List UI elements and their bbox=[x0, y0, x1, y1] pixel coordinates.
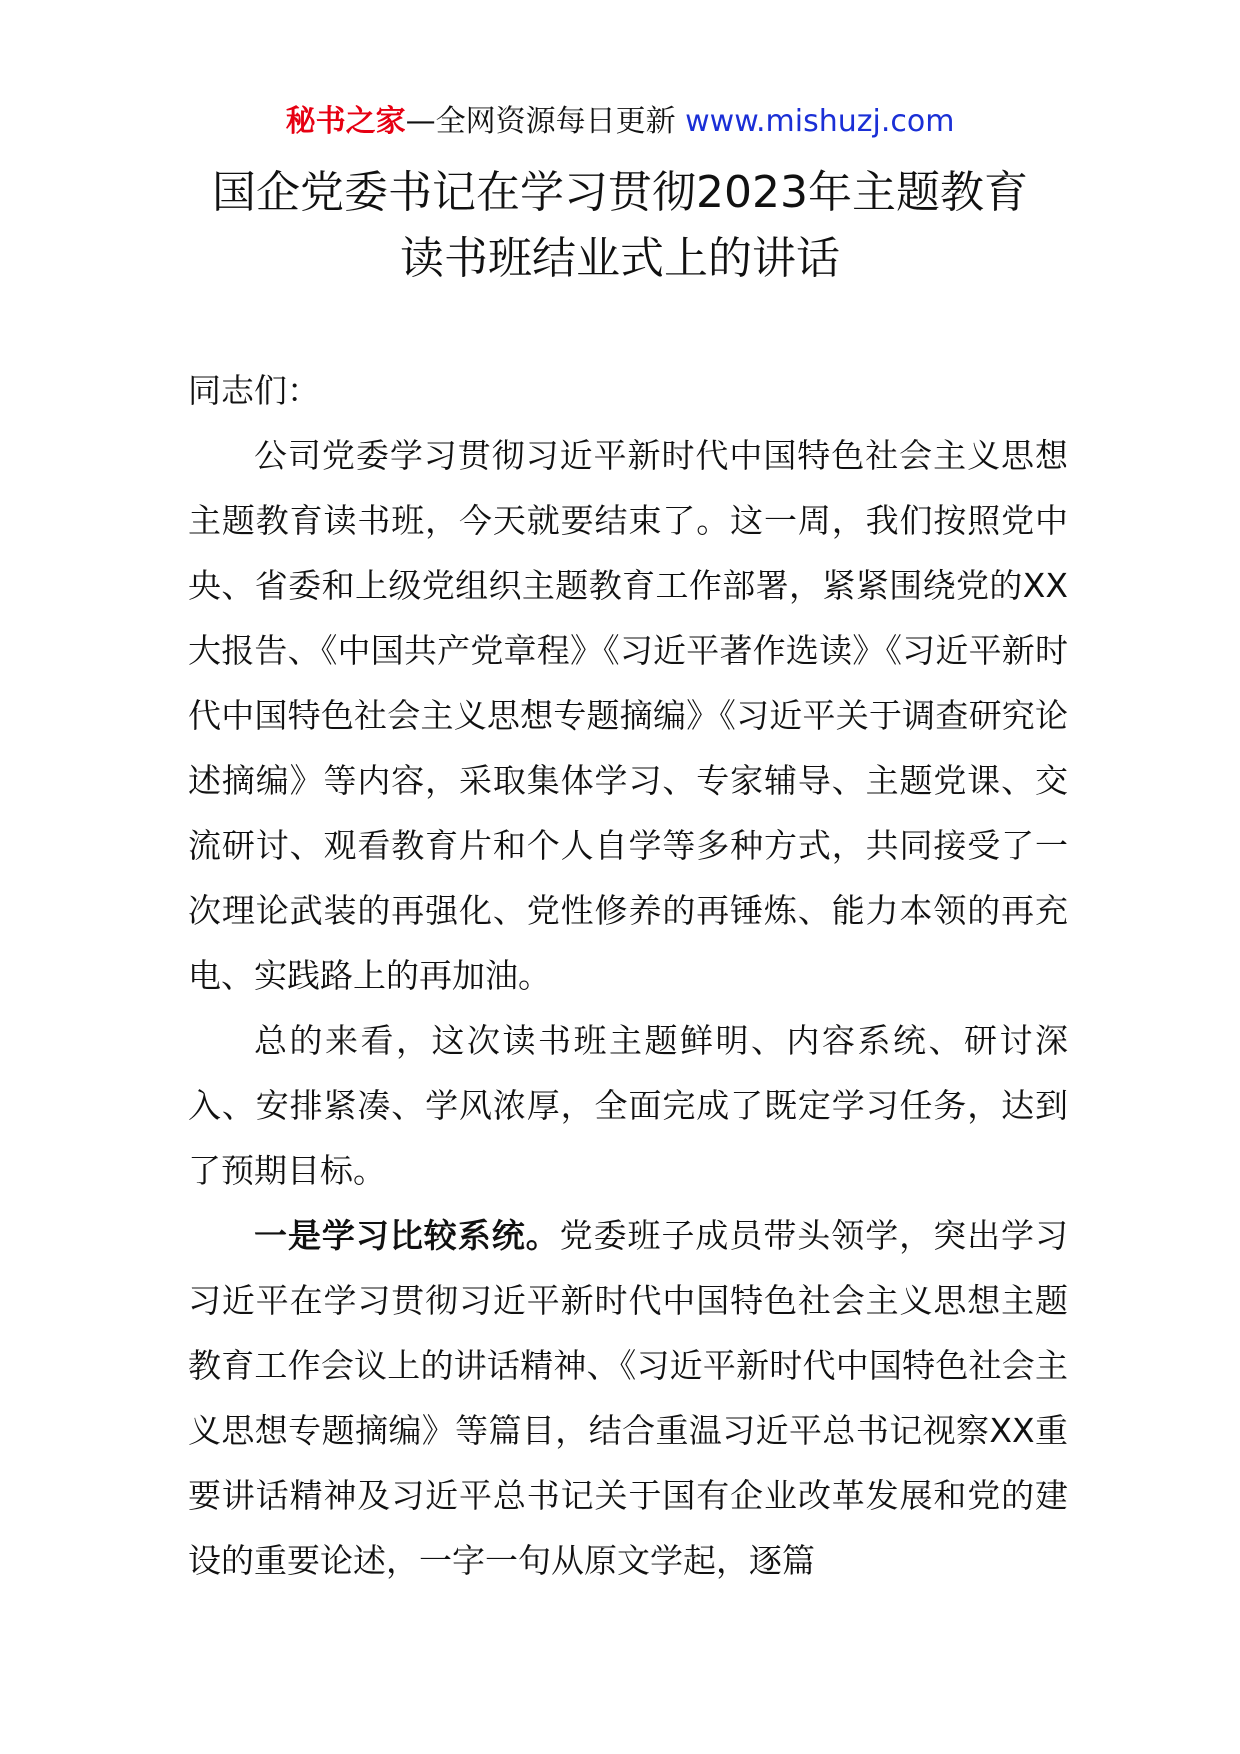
title-line-1: 国企党委书记在学习贯彻2023年主题教育 bbox=[212, 167, 1028, 218]
paragraph-2: 总的来看，这次读书班主题鲜明、内容系统、研讨深入、安排紧凑、学风浓厚，全面完成了既定学习任务，达到了预期目标。 bbox=[188, 1021, 1068, 1190]
site-url-link[interactable]: www.mishuzj.com bbox=[685, 104, 955, 139]
document-body bbox=[188, 358, 1068, 1593]
document-title bbox=[0, 160, 1240, 292]
paragraph-3-body: 党委班子成员带头领学，突出学习习近平在学习贯彻习近平新时代中国特色社会主义思想主题教育工作会议上的讲话精神、《习近平新时代中国特色社会主义思想专题摘编》等篇目，结合重温习近平总书记视察XX重要讲话精神及习近平总书记关于国有企业改革发展和党的建设的重要论述，一字一句从原文学起，逐篇 bbox=[188, 1216, 1069, 1580]
paragraph-1: 公司党委学习贯彻习近平新时代中国特色社会主义思想主题教育读书班，今天就要结束了。这一周，我们按照党中央、省委和上级党组织主题教育工作部署，紧紧围绕党的XX大报告、《中国共产党章程》《习近平著作选读》《习近平新时代中国特色社会主义思想专题摘编》《习近平关于调查研究论述摘编》等内容，采取集体学习、专家辅导、主题党课、交流研讨、观看教育片和个人自学等多种方式，共同接受了一次理论武装的再强化、党性修养的再锤炼、能力本领的再充电、实践路上的再加油。 bbox=[188, 436, 1068, 995]
site-header bbox=[0, 100, 1240, 144]
paragraph-3-lead: 一是学习比较系统。 bbox=[254, 1216, 560, 1255]
paragraph-3 bbox=[188, 1203, 1068, 1593]
brand-name: 秘书之家 bbox=[285, 104, 406, 139]
header-slogan: —全网资源每日更新 bbox=[405, 104, 686, 139]
salutation: 同志们： bbox=[188, 371, 320, 410]
title-line-2: 读书班结业式上的讲话 bbox=[400, 233, 840, 284]
